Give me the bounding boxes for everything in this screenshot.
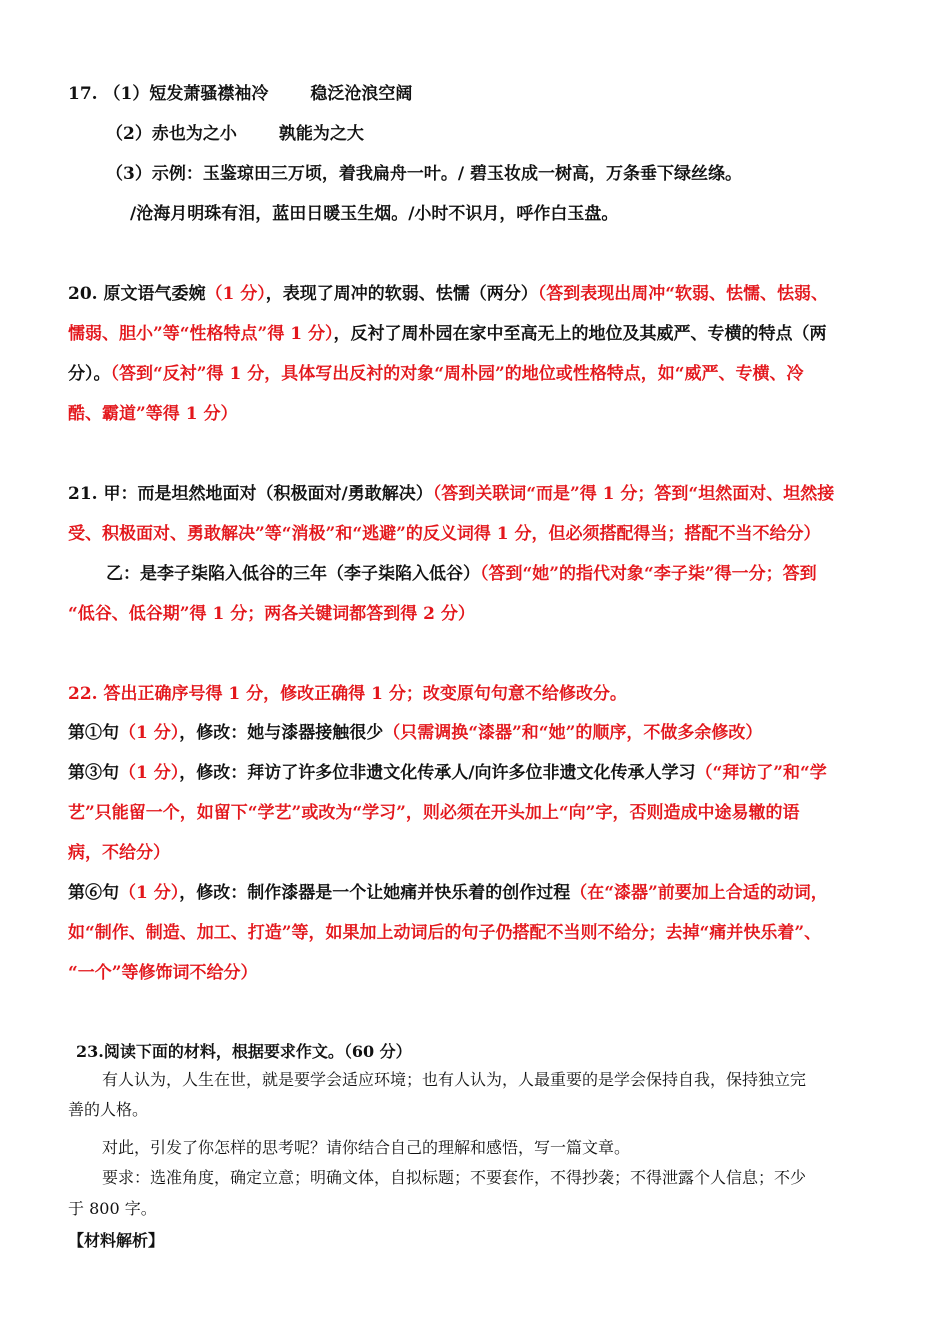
q22-s3-criteria-cont: 艺”只能留一个，如留下“学艺”或改为“学习”，则必须在开头加上“向”字，否则造成中途易辙的语 — [68, 803, 800, 823]
q17-part2: （2）赤也为之小 — [106, 124, 237, 144]
q21-line-4 — [68, 602, 475, 626]
q23-para-1-text: 有人认为，人生在世，就是要学会适应环境；也有人认为，人最重要的是学会保持自我，保持独立完 — [102, 1070, 807, 1089]
q22-s1-score: （1 分） — [119, 723, 180, 743]
q22-s3-score: （1 分） — [119, 763, 180, 783]
q22-s6-criteria-cont: 如“制作、制造、加工、打造”等，如果加上动词后的句子仍搭配不当则不给分；去掉“痛并快乐着”、 — [68, 923, 822, 943]
q20-criteria-2-cont: 酷、霸道”等得 1 分） — [68, 404, 238, 424]
q20-answer-2: ，反衬了周朴园在家中至高无上的地位及其威严、专横的特点（两 — [333, 324, 827, 344]
q22-s3-fix: ，修改：拜访了许多位非遗文化传承人/向许多位非遗文化传承人学习 — [179, 763, 696, 783]
q23-analysis-heading — [68, 1229, 164, 1253]
q21-jia-answer: 21. 甲：而是坦然地面对（积极面对/勇敢解决） — [68, 484, 433, 504]
q17-line-2 — [106, 122, 364, 146]
q21-yi-criteria: （答到“她”的指代对象“李子柒”得一分；答到 — [480, 564, 817, 584]
q20-line-4 — [68, 402, 237, 426]
q20-line-1 — [68, 282, 828, 306]
q17-part3-cont: /沧海月明珠有泪，蓝田日暖玉生烟。/小时不识月，呼作白玉盘。 — [130, 204, 619, 224]
q23-para-1 — [102, 1068, 806, 1092]
q20-criteria-1: （答到表现出周冲“软弱、怯懦、怯弱、 — [537, 284, 829, 304]
q22-sentence-3-cont — [68, 801, 799, 825]
q22-sentence-6-cont — [68, 921, 821, 945]
q23-para-2-text: 对此，引发了你怎样的思考呢？请你结合自己的理解和感悟，写一篇文章。 — [102, 1138, 631, 1157]
q22-sentence-6 — [68, 881, 828, 905]
q22-intro: 22. 答出正确序号得 1 分，修改正确得 1 分；改变原句句意不给修改分。 — [68, 684, 627, 704]
q23-para-3-cont — [68, 1197, 157, 1221]
q21-line-2 — [68, 522, 821, 546]
q23-title-text: 23.阅读下面的材料，根据要求作文。（60 分） — [76, 1042, 412, 1061]
q17-line-4 — [130, 202, 618, 226]
q17-part3: （3）示例：玉鉴琼田三万顷，着我扁舟一叶。/ 碧玉妆成一树高，万条垂下绿丝绦。 — [106, 164, 742, 184]
q21-jia-criteria: （答到关联词“而是”得 1 分；答到“坦然面对、坦然接 — [432, 484, 835, 504]
q17-number: 17. — [68, 84, 98, 104]
q20-criteria-2: （答到“反衬”得 1 分，具体写出反衬的对象“周朴园”的地位或性格特点，如“威严、专横、冷 — [110, 364, 804, 384]
q22-s6-fix: ，修改：制作漆器是一个让她痛并快乐着的创作过程 — [179, 883, 571, 903]
q23-para-3 — [102, 1166, 806, 1190]
q23-analysis-text: 【材料解析】 — [68, 1231, 165, 1250]
q17-part1: （1）短发萧骚襟袖冷 — [103, 84, 269, 104]
q22-s3-label: 第③句 — [68, 763, 119, 783]
q22-s3-criteria: （“拜访了”和“学 — [695, 763, 827, 783]
q23-title — [76, 1040, 412, 1064]
q22-sentence-1 — [68, 721, 762, 745]
q21-line-1 — [68, 482, 834, 506]
q22-s6-label: 第⑥句 — [68, 883, 119, 903]
q21-jia-criteria-cont: 受、积极面对、勇敢解决”等“消极”和“逃避”的反义词得 1 分，但必须搭配得当；搭配不当不给分） — [68, 524, 821, 544]
q23-para-2 — [102, 1136, 630, 1160]
q22-sentence-3-end — [68, 841, 170, 865]
q22-line-1 — [68, 682, 627, 706]
q20-answer-cont: ，表现了周冲的软弱、怯懦（两分） — [265, 284, 538, 304]
q17-part2-b: 孰能为之大 — [278, 124, 364, 144]
q17-part1-b: 稳泛沧浪空阔 — [310, 84, 413, 104]
q22-sentence-3 — [68, 761, 827, 785]
q20-line-2 — [68, 322, 827, 346]
q20-answer-2-end: 分）。 — [68, 364, 111, 384]
q21-line-3 — [106, 562, 817, 586]
q22-s6-score: （1 分） — [119, 883, 180, 903]
q23-para-3-text: 要求：选准角度，确定立意；明确文体，自拟标题；不要套作，不得抄袭；不得泄露个人信息；不少 — [102, 1168, 807, 1187]
q21-yi-criteria-cont: “低谷、低谷期”得 1 分；两各关键词都答到得 2 分） — [68, 604, 475, 624]
q20-score-1: （1 分） — [205, 284, 266, 304]
q23-para-1-cont-text: 善的人格。 — [68, 1100, 149, 1119]
q17-line-3 — [106, 162, 742, 186]
q22-s1-criteria: （只需调换“漆器”和“她”的顺序，不做多余修改） — [383, 723, 763, 743]
q21-yi-answer: 乙：是李子柒陷入低谷的三年（李子柒陷入低谷） — [106, 564, 480, 584]
q22-s1-label: 第①句 — [68, 723, 119, 743]
q23-para-1-cont — [68, 1098, 148, 1122]
q22-s6-criteria: （在“漆器”前要加上合适的动词， — [570, 883, 828, 903]
q22-s6-criteria-end: “一个”等修饰词不给分） — [68, 963, 258, 983]
q23-para-3-cont-text: 于 800 字。 — [68, 1199, 157, 1218]
q20-line-3 — [68, 362, 804, 386]
q22-s1-fix: ，修改：她与漆器接触很少 — [179, 723, 384, 743]
q20-answer-start: 20. 原文语气委婉 — [68, 284, 206, 304]
q20-criteria-1-cont: 懦弱、胆小”等“性格特点”得 1 分） — [68, 324, 334, 344]
q22-sentence-6-end — [68, 961, 258, 985]
q22-s3-criteria-end: 病，不给分） — [68, 843, 170, 863]
q17-line-1 — [68, 82, 412, 106]
